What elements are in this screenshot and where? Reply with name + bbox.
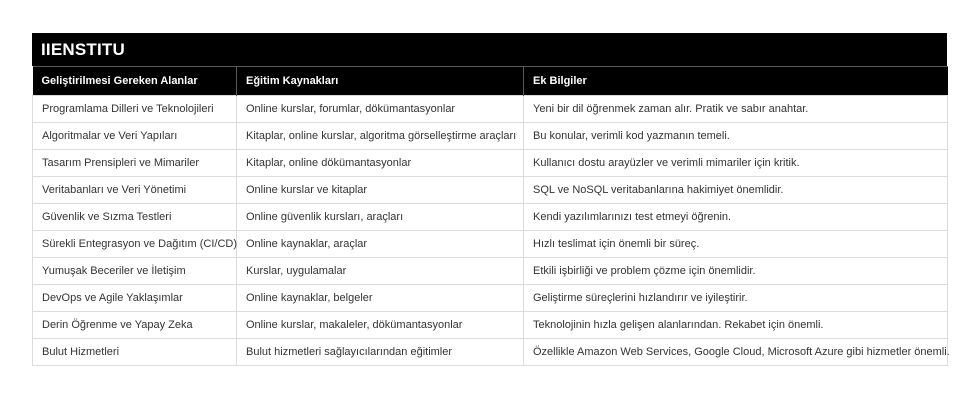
cell-notes: Kendi yazılımlarınızı test etmeyi öğrenin. [524,204,948,231]
table-row [33,204,948,231]
table-row [33,177,948,204]
brand-name: IIENSTITU [41,39,125,59]
table-row [33,312,948,339]
cell-resources: Kurslar, uygulamalar [237,258,524,285]
cell-area: Bulut Hizmetleri [33,339,237,366]
resource-table-container [32,33,950,366]
cell-area: Programlama Dilleri ve Teknolojileri [33,96,237,123]
cell-notes: SQL ve NoSQL veritabanlarına hakimiyet önemlidir. [524,177,948,204]
cell-resources: Kitaplar, online kurslar, algoritma görselleştirme araçları [237,123,524,150]
cell-resources: Online kurslar, forumlar, dökümantasyonlar [237,96,524,123]
cell-area: Tasarım Prensipleri ve Mimariler [33,150,237,177]
cell-notes: Hızlı teslimat için önemli bir süreç. [524,231,948,258]
cell-area: Algoritmalar ve Veri Yapıları [33,123,237,150]
cell-notes: Teknolojinin hızla gelişen alanlarından. Rekabet için önemli. [524,312,948,339]
cell-resources: Bulut hizmetleri sağlayıcılarından eğitimler [237,339,524,366]
column-header-areas: Geliştirilmesi Gereken Alanlar [33,67,237,96]
cell-notes: Geliştirme süreçlerini hızlandırır ve iyileştirir. [524,285,948,312]
table-row [33,123,948,150]
resource-table [32,66,948,366]
brand-header [32,33,947,66]
table-row [33,96,948,123]
cell-resources: Online kurslar ve kitaplar [237,177,524,204]
table-header-row [33,67,948,96]
cell-notes: Bu konular, verimli kod yazmanın temeli. [524,123,948,150]
table-row [33,285,948,312]
table-row [33,258,948,285]
cell-area: Veritabanları ve Veri Yönetimi [33,177,237,204]
table-body [33,96,948,366]
table-row [33,150,948,177]
cell-area: Yumuşak Beceriler ve İletişim [33,258,237,285]
cell-area: Güvenlik ve Sızma Testleri [33,204,237,231]
table-row [33,231,948,258]
cell-notes: Yeni bir dil öğrenmek zaman alır. Pratik ve sabır anahtar. [524,96,948,123]
table-row [33,339,948,366]
cell-resources: Online kaynaklar, araçlar [237,231,524,258]
cell-area: DevOps ve Agile Yaklaşımlar [33,285,237,312]
cell-area: Sürekli Entegrasyon ve Dağıtım (CI/CD) [33,231,237,258]
cell-resources: Online kurslar, makaleler, dökümantasyonlar [237,312,524,339]
column-header-resources: Eğitim Kaynakları [237,67,524,96]
cell-resources: Kitaplar, online dökümantasyonlar [237,150,524,177]
cell-area: Derin Öğrenme ve Yapay Zeka [33,312,237,339]
cell-notes: Özellikle Amazon Web Services, Google Cloud, Microsoft Azure gibi hizmetler önemli. [524,339,948,366]
column-header-notes: Ek Bilgiler [524,67,948,96]
cell-resources: Online kaynaklar, belgeler [237,285,524,312]
cell-notes: Kullanıcı dostu arayüzler ve verimli mimariler için kritik. [524,150,948,177]
cell-notes: Etkili işbirliği ve problem çözme için önemlidir. [524,258,948,285]
cell-resources: Online güvenlik kursları, araçları [237,204,524,231]
